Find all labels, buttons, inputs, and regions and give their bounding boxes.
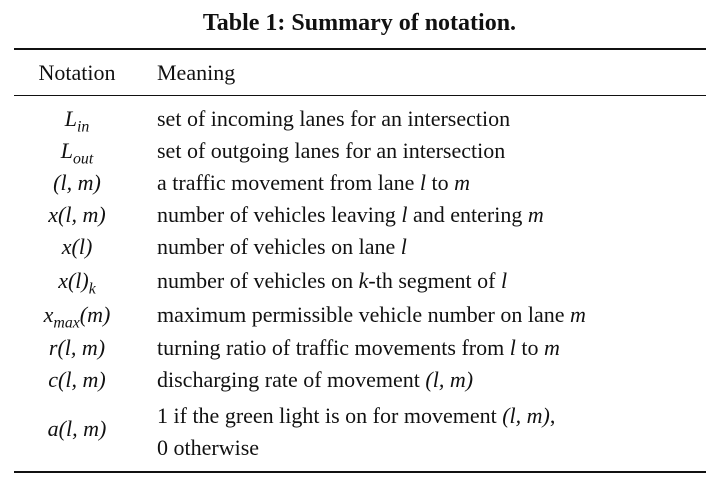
notation-cell: x(l) [61, 234, 93, 259]
table-row [14, 367, 706, 399]
table-row [14, 138, 706, 170]
meaning-cell: maximum permissible vehicle number on lane m [157, 302, 586, 327]
meaning-cell: discharging rate of movement (l, m) [157, 367, 474, 392]
notation-cell: $x_{max}(m)$ [43, 302, 111, 332]
table-row [14, 268, 706, 300]
notation-cell: $L_{out}$ [60, 138, 94, 168]
notation-cell: a(l, m) [47, 416, 107, 441]
meaning-cell: 1 if the green light is on for movement (l, m), 0 otherwise [157, 403, 556, 460]
meaning-cell: number of vehicles on k-th segment of l [157, 268, 508, 293]
bottom-rule [14, 471, 706, 473]
meaning-cell: set of incoming lanes for an intersection [157, 106, 511, 131]
notation-cell: r(l, m) [48, 335, 106, 360]
column-header-notation: Notation [38, 60, 116, 85]
top-rule [14, 48, 706, 50]
table-caption: Table 1: Summary of notation. [202, 10, 517, 36]
meaning-cell: number of vehicles leaving l and entering m [157, 202, 544, 227]
header-rule [14, 95, 706, 96]
notation-cell: $x(l)_k$ [58, 268, 96, 298]
table-row [14, 302, 706, 334]
notation-cell: c(l, m) [48, 367, 106, 392]
table-row [14, 400, 706, 464]
meaning-cell: set of outgoing lanes for an intersection [157, 138, 506, 163]
notation-cell: x(l, m) [48, 202, 106, 227]
meaning-cell: a traffic movement from lane l to m [157, 170, 471, 195]
column-header-meaning: Meaning [157, 60, 236, 85]
meaning-cell: turning ratio of traffic movements from l to m [157, 335, 560, 360]
meaning-cell: number of vehicles on lane l [157, 234, 407, 259]
table-row [14, 234, 706, 266]
table-row [14, 170, 706, 202]
table-row [14, 106, 706, 138]
table-row [14, 202, 706, 234]
table-row [14, 335, 706, 367]
notation-cell: $L_{in}$ [64, 106, 90, 136]
notation-cell: (l, m) [53, 170, 101, 195]
